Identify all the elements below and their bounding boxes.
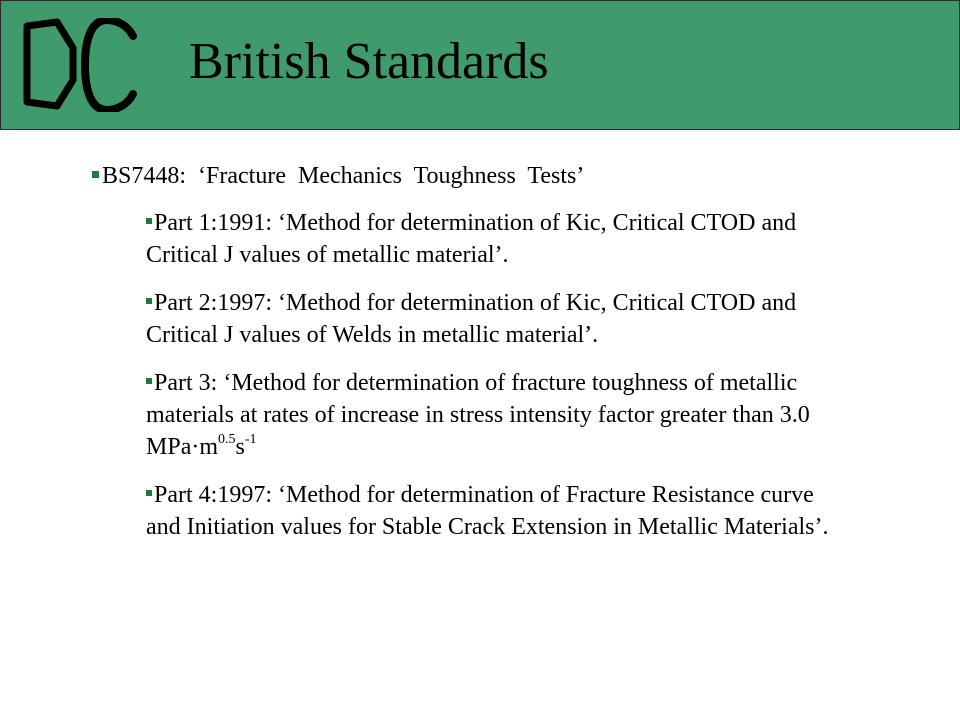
- part-text: Part 2:1997: ‘Method for determination of Kic, Critical CTOD and Critical J values of Welds in metallic material’.: [146, 290, 797, 348]
- list-item: [146, 479, 846, 543]
- square-bullet-icon: [146, 378, 152, 384]
- square-bullet-icon: [146, 218, 152, 224]
- square-bullet-icon: [92, 171, 99, 178]
- heading-text: BS7448: ‘Fracture Mechanics Toughness Tests’: [102, 163, 585, 189]
- heading-bullet: [92, 160, 584, 192]
- exponent: -1: [244, 432, 257, 447]
- list-item: [146, 207, 846, 271]
- unit-text: s: [235, 434, 245, 460]
- page-title: British Standards: [189, 33, 549, 90]
- part-text: Part 3: ‘Method for determination of fracture toughness of metallic materials at rates of increase in stress intensity factor greater than 3.0 MPa·m: [146, 370, 810, 460]
- exponent: 0.5: [218, 432, 236, 447]
- part-text: Part 1:1991: ‘Method for determination of Kic, Critical CTOD and Critical J values of metallic material’.: [146, 210, 797, 268]
- list-item: [146, 287, 846, 351]
- square-bullet-icon: [146, 490, 152, 496]
- part-text: Part 4:1997: ‘Method for determination of Fracture Resistance curve and Initiation values for Stable Crack Extension in Metallic Materials’.: [146, 482, 829, 540]
- list-item: [146, 367, 846, 463]
- square-bullet-icon: [146, 298, 152, 304]
